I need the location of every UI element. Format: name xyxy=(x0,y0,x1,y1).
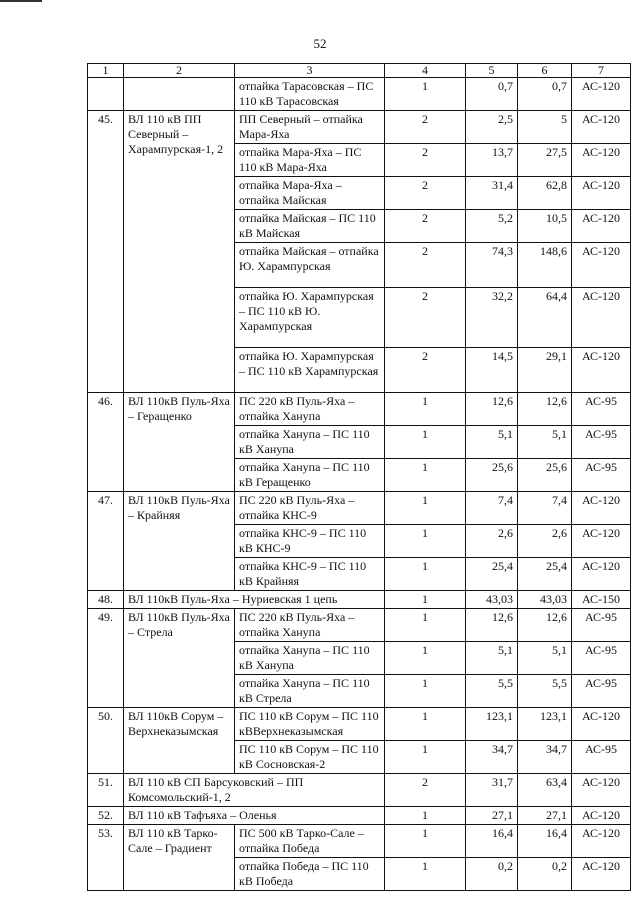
line-name-cell: ВЛ 110 кВ СП Барсуковский – ПП Комсомольский-1, 2 xyxy=(124,774,385,807)
line-name-cell: ВЛ 110кВ Пуль-Яха – Нуриевская 1 цепь xyxy=(124,591,385,609)
header-cell: 5 xyxy=(466,64,518,78)
row-number-cell: 45. xyxy=(88,111,124,393)
length-cell: 74,3 xyxy=(466,243,518,288)
row-number-cell: 51. xyxy=(88,774,124,807)
total-length-cell: 0,7 xyxy=(518,78,572,111)
total-length-cell: 16,4 xyxy=(518,825,572,858)
table-body xyxy=(88,78,631,891)
circuits-cell: 1 xyxy=(385,393,466,426)
section-cell: ПП Северный – отпайка Мара-Яха xyxy=(235,111,385,144)
section-cell: отпайка КНС-9 – ПС 110 кВ Крайняя xyxy=(235,558,385,591)
total-length-cell: 0,2 xyxy=(518,858,572,891)
total-length-cell: 5,1 xyxy=(518,426,572,459)
circuits-cell: 2 xyxy=(385,144,466,177)
scan-edge-mark xyxy=(0,0,42,2)
section-cell: отпайка Ханупа – ПС 110 кВ Стрела xyxy=(235,675,385,708)
length-cell: 16,4 xyxy=(466,825,518,858)
total-length-cell: 148,6 xyxy=(518,243,572,288)
table-row xyxy=(88,393,631,426)
table-row xyxy=(88,807,631,825)
length-cell: 25,6 xyxy=(466,459,518,492)
total-length-cell: 5 xyxy=(518,111,572,144)
row-number-cell: 50. xyxy=(88,708,124,774)
circuits-cell: 2 xyxy=(385,348,466,393)
table-row xyxy=(88,78,631,111)
section-cell: ПС 110 кВ Сорум – ПС 110 кВВерхнеказымская xyxy=(235,708,385,741)
wire-brand-cell: АС-120 xyxy=(572,288,631,348)
total-length-cell: 7,4 xyxy=(518,492,572,525)
table-row xyxy=(88,492,631,525)
circuits-cell: 1 xyxy=(385,558,466,591)
circuits-cell: 1 xyxy=(385,609,466,642)
circuits-cell: 1 xyxy=(385,591,466,609)
section-cell: отпайка Ханупа – ПС 110 кВ Геращенко xyxy=(235,459,385,492)
length-cell: 31,7 xyxy=(466,774,518,807)
length-cell: 32,2 xyxy=(466,288,518,348)
wire-brand-cell: АС-120 xyxy=(572,348,631,393)
header-cell: 2 xyxy=(124,64,235,78)
wire-brand-cell: АС-95 xyxy=(572,675,631,708)
length-cell: 7,4 xyxy=(466,492,518,525)
length-cell: 31,4 xyxy=(466,177,518,210)
length-cell: 34,7 xyxy=(466,741,518,774)
total-length-cell: 25,6 xyxy=(518,459,572,492)
total-length-cell: 27,5 xyxy=(518,144,572,177)
circuits-cell: 1 xyxy=(385,492,466,525)
table-row xyxy=(88,609,631,642)
length-cell: 43,03 xyxy=(466,591,518,609)
header-cell: 7 xyxy=(572,64,631,78)
wire-brand-cell: АС-150 xyxy=(572,591,631,609)
section-cell: отпайка КНС-9 – ПС 110 кВ КНС-9 xyxy=(235,525,385,558)
length-cell: 27,1 xyxy=(466,807,518,825)
line-name-cell: ВЛ 110 кВ ПП Северный – Харампурская-1, 2 xyxy=(124,111,235,393)
section-cell: ПС 220 кВ Пуль-Яха – отпайка КНС-9 xyxy=(235,492,385,525)
row-number-cell: 52. xyxy=(88,807,124,825)
section-cell: отпайка Ю. Харампурская – ПС 110 кВ Ю. Харампурская xyxy=(235,288,385,348)
length-cell: 13,7 xyxy=(466,144,518,177)
section-cell: отпайка Ю. Харампурская – ПС 110 кВ Харампурская xyxy=(235,348,385,393)
wire-brand-cell: АС-95 xyxy=(572,609,631,642)
table-row xyxy=(88,708,631,741)
wire-brand-cell: АС-120 xyxy=(572,210,631,243)
header-cell: 1 xyxy=(88,64,124,78)
table-header-row xyxy=(88,64,631,78)
circuits-cell: 1 xyxy=(385,675,466,708)
total-length-cell: 5,1 xyxy=(518,642,572,675)
total-length-cell: 12,6 xyxy=(518,393,572,426)
wire-brand-cell: АС-95 xyxy=(572,459,631,492)
total-length-cell: 43,03 xyxy=(518,591,572,609)
line-name-cell: ВЛ 110кВ Пуль-Яха – Крайняя xyxy=(124,492,235,591)
total-length-cell: 25,4 xyxy=(518,558,572,591)
total-length-cell: 27,1 xyxy=(518,807,572,825)
line-name-cell xyxy=(124,78,235,111)
wire-brand-cell: АС-95 xyxy=(572,642,631,675)
circuits-cell: 1 xyxy=(385,642,466,675)
wire-brand-cell: АС-120 xyxy=(572,243,631,288)
wire-brand-cell: АС-120 xyxy=(572,774,631,807)
total-length-cell: 34,7 xyxy=(518,741,572,774)
wire-brand-cell: АС-120 xyxy=(572,708,631,741)
circuits-cell: 1 xyxy=(385,78,466,111)
wire-brand-cell: АС-120 xyxy=(572,177,631,210)
length-cell: 5,2 xyxy=(466,210,518,243)
circuits-cell: 2 xyxy=(385,177,466,210)
header-cell: 6 xyxy=(518,64,572,78)
length-cell: 25,4 xyxy=(466,558,518,591)
circuits-cell: 1 xyxy=(385,459,466,492)
row-number-cell: 47. xyxy=(88,492,124,591)
circuits-cell: 2 xyxy=(385,243,466,288)
row-number-cell: 49. xyxy=(88,609,124,708)
length-cell: 123,1 xyxy=(466,708,518,741)
circuits-cell: 2 xyxy=(385,210,466,243)
power-lines-table xyxy=(87,63,631,891)
total-length-cell: 123,1 xyxy=(518,708,572,741)
length-cell: 5,1 xyxy=(466,426,518,459)
wire-brand-cell: АС-120 xyxy=(572,558,631,591)
total-length-cell: 5,5 xyxy=(518,675,572,708)
wire-brand-cell: АС-95 xyxy=(572,393,631,426)
total-length-cell: 12,6 xyxy=(518,609,572,642)
line-name-cell: ВЛ 110кВ Сорум – Верхнеказымская xyxy=(124,708,235,774)
total-length-cell: 10,5 xyxy=(518,210,572,243)
wire-brand-cell: АС-95 xyxy=(572,426,631,459)
header-cell: 3 xyxy=(235,64,385,78)
circuits-cell: 2 xyxy=(385,111,466,144)
length-cell: 2,5 xyxy=(466,111,518,144)
circuits-cell: 1 xyxy=(385,708,466,741)
wire-brand-cell: АС-120 xyxy=(572,492,631,525)
length-cell: 12,6 xyxy=(466,609,518,642)
total-length-cell: 29,1 xyxy=(518,348,572,393)
total-length-cell: 63,4 xyxy=(518,774,572,807)
table-row xyxy=(88,825,631,858)
table-row xyxy=(88,111,631,144)
header-cell: 4 xyxy=(385,64,466,78)
table-row xyxy=(88,591,631,609)
circuits-cell: 1 xyxy=(385,858,466,891)
length-cell: 5,5 xyxy=(466,675,518,708)
length-cell: 0,2 xyxy=(466,858,518,891)
row-number-cell: 46. xyxy=(88,393,124,492)
section-cell: отпайка Тарасовская – ПС 110 кВ Тарасовская xyxy=(235,78,385,111)
wire-brand-cell: АС-120 xyxy=(572,825,631,858)
circuits-cell: 1 xyxy=(385,741,466,774)
section-cell: отпайка Майская – ПС 110 кВ Майская xyxy=(235,210,385,243)
total-length-cell: 64,4 xyxy=(518,288,572,348)
section-cell: отпайка Победа – ПС 110 кВ Победа xyxy=(235,858,385,891)
circuits-cell: 2 xyxy=(385,774,466,807)
section-cell: ПС 500 кВ Тарко-Сале – отпайка Победа xyxy=(235,825,385,858)
section-cell: отпайка Мара-Яха – ПС 110 кВ Мара-Яха xyxy=(235,144,385,177)
circuits-cell: 1 xyxy=(385,807,466,825)
row-number-cell: 53. xyxy=(88,825,124,891)
length-cell: 5,1 xyxy=(466,642,518,675)
line-name-cell: ВЛ 110кВ Пуль-Яха – Геращенко xyxy=(124,393,235,492)
row-number-cell xyxy=(88,78,124,111)
section-cell: отпайка Ханупа – ПС 110 кВ Ханупа xyxy=(235,426,385,459)
table-row xyxy=(88,774,631,807)
wire-brand-cell: АС-120 xyxy=(572,525,631,558)
length-cell: 2,6 xyxy=(466,525,518,558)
section-cell: ПС 110 кВ Сорум – ПС 110 кВ Сосновская-2 xyxy=(235,741,385,774)
line-name-cell: ВЛ 110 кВ Тафъяха – Оленья xyxy=(124,807,385,825)
circuits-cell: 1 xyxy=(385,525,466,558)
section-cell: отпайка Мара-Яха – отпайка Майская xyxy=(235,177,385,210)
circuits-cell: 1 xyxy=(385,426,466,459)
circuits-cell: 1 xyxy=(385,825,466,858)
wire-brand-cell: АС-95 xyxy=(572,741,631,774)
section-cell: ПС 220 кВ Пуль-Яха – отпайка Ханупа xyxy=(235,393,385,426)
wire-brand-cell: АС-120 xyxy=(572,807,631,825)
circuits-cell: 2 xyxy=(385,288,466,348)
wire-brand-cell: АС-120 xyxy=(572,111,631,144)
row-number-cell: 48. xyxy=(88,591,124,609)
section-cell: ПС 220 кВ Пуль-Яха – отпайка Ханупа xyxy=(235,609,385,642)
wire-brand-cell: АС-120 xyxy=(572,144,631,177)
section-cell: отпайка Майская – отпайка Ю. Харампурская xyxy=(235,243,385,288)
wire-brand-cell: АС-120 xyxy=(572,858,631,891)
total-length-cell: 2,6 xyxy=(518,525,572,558)
length-cell: 0,7 xyxy=(466,78,518,111)
length-cell: 12,6 xyxy=(466,393,518,426)
wire-brand-cell: АС-120 xyxy=(572,78,631,111)
length-cell: 14,5 xyxy=(466,348,518,393)
line-name-cell: ВЛ 110 кВ Тарко-Сале – Градиент xyxy=(124,825,235,891)
total-length-cell: 62,8 xyxy=(518,177,572,210)
page-number: 52 xyxy=(313,36,327,51)
section-cell: отпайка Ханупа – ПС 110 кВ Ханупа xyxy=(235,642,385,675)
line-name-cell: ВЛ 110кВ Пуль-Яха – Стрела xyxy=(124,609,235,708)
